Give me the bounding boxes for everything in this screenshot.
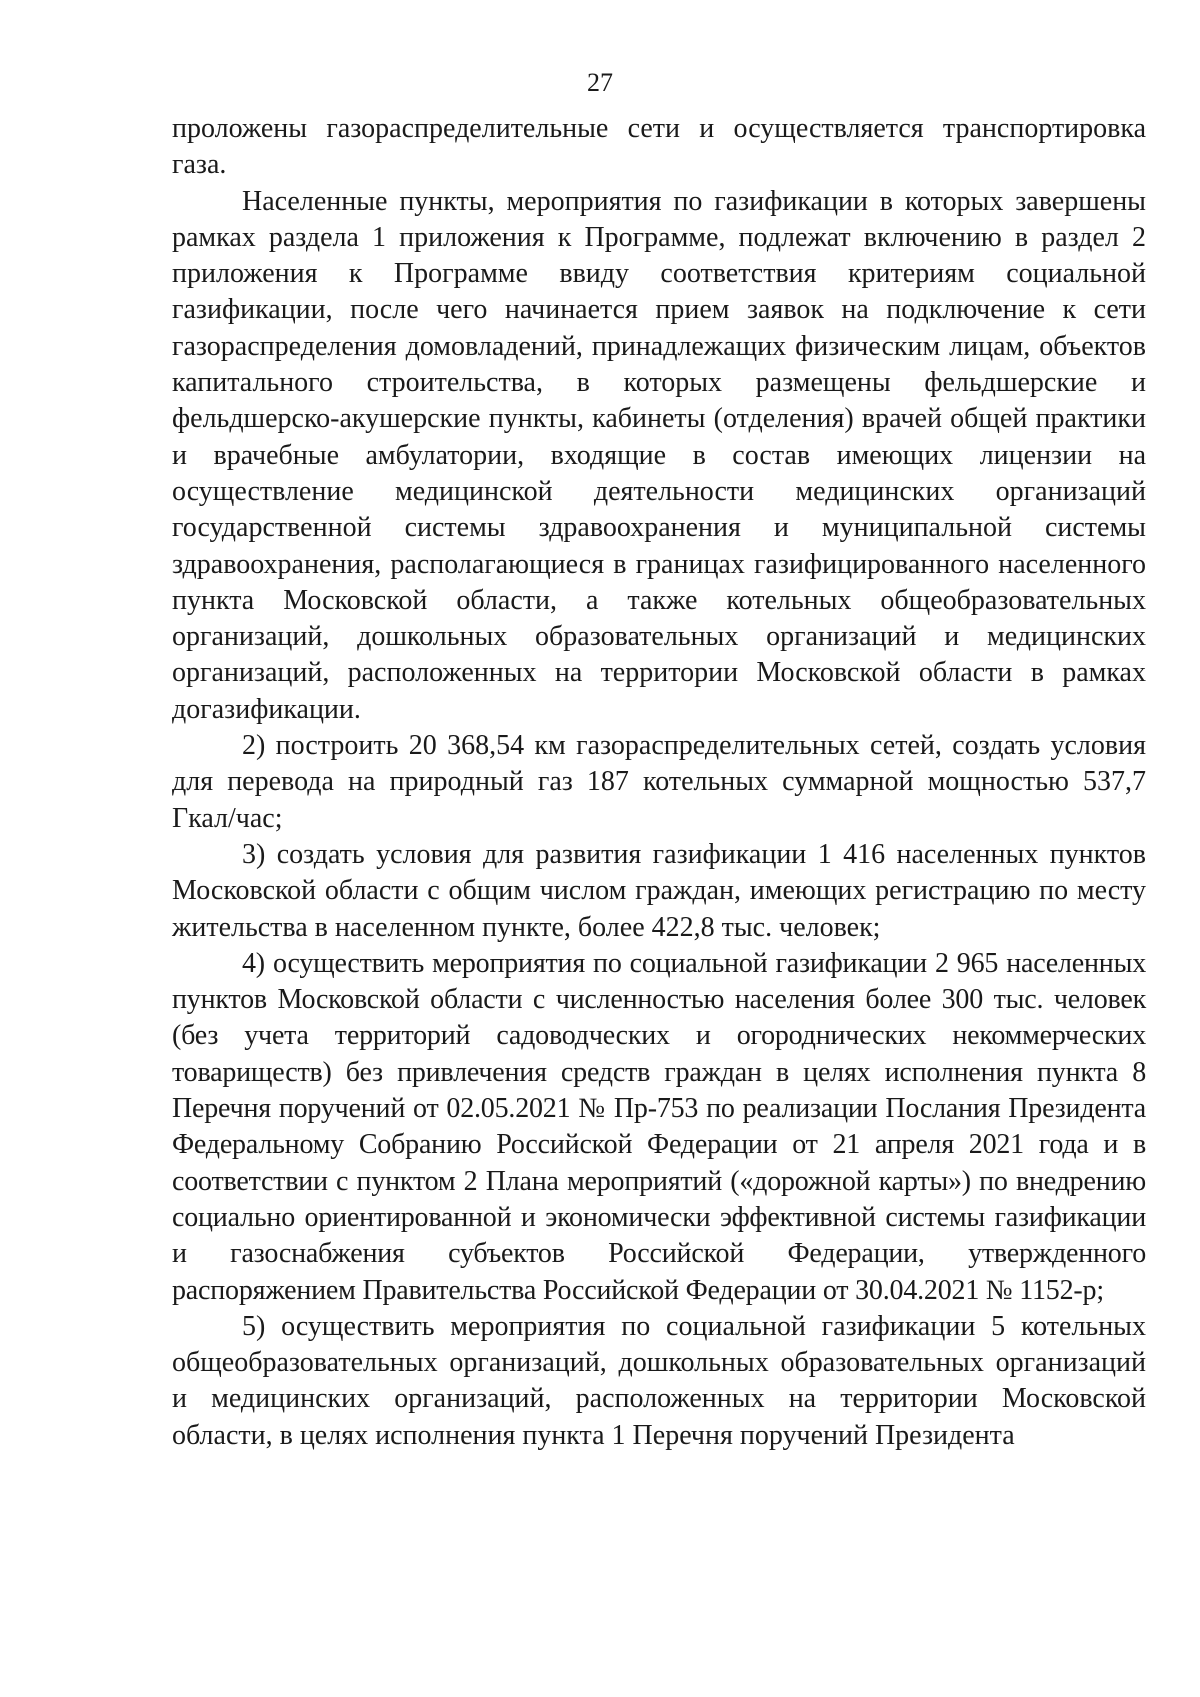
list-item-2: 2) построить 20 368,54 км газораспределительных сетей, создать условия для перевода на природный газ 187 котельных суммарной мощностью 537,7 Гкал/час; (172, 730, 1146, 834)
document-body (172, 111, 1146, 1454)
paragraph-settlements-inclusion: Населенные пункты, мероприятия по газификации в которых завершены рамках раздела 1 приложения к Программе, подлежат включению в раздел 2 приложения к Программе ввиду соответствия критериям социальной газификации, после чего начинается прием заявок на подключение к сети газораспределения домовладений, принадлежащих физическим лицам, объектов капитального строительства, в которых размещены фельдшерские и фельдшерско-акушерские пункты, кабинеты (отделения) врачей общей практики и врачебные амбулатории, входящие в состав имеющих лицензии на осуществление медицинской деятельности медицинских организаций государственной системы здравоохранения и муниципальной системы здравоохранения, располагающиеся в границах газифицированного населенного пункта Московской области, а также котельных общеобразовательных организаций, дошкольных образовательных организаций и медицинских организаций, расположенных на территории Московской области в рамках догазификации. (172, 185, 1146, 725)
list-item-5: 5) осуществить мероприятия по социальной газификации 5 котельных общеобразовательных организаций, дошкольных образовательных организаций и медицинских организаций, расположенных на территории Московской области, в целях исполнения пункта 1 Перечня поручений Президента (172, 1310, 1146, 1451)
list-item-4: 4) осуществить мероприятия по социальной газификации 2 965 населенных пунктов Московской области с численностью населения более 300 тыс. человек (без учета территорий садоводческих и огороднических некоммерческих товариществ) без привлечения средств граждан в целях исполнения пункта 8 Перечня поручений от 02.05.2021 № Пр-753 по реализации Послания Президента Федеральному Собранию Российской Федерации от 21 апреля 2021 года и в соответствии с пунктом 2 Плана мероприятий («дорожной карты») по внедрению социально ориентированной и экономически эффективной системы газификации и газоснабжения субъектов Российской Федерации, утвержденного распоряжением Правительства Российской Федерации от 30.04.2021 № 1152-р; (172, 947, 1146, 1306)
page-number: 27 (587, 68, 613, 97)
paragraph-continuation: проложены газораспределительные сети и осуществляется транспортировка газа. (172, 113, 1146, 181)
list-item-3: 3) создать условия для развития газификации 1 416 населенных пунктов Московской области с общим числом граждан, имеющих регистрацию по месту жительства в населенном пункте, более 422,8 тыс. человек; (172, 838, 1146, 943)
